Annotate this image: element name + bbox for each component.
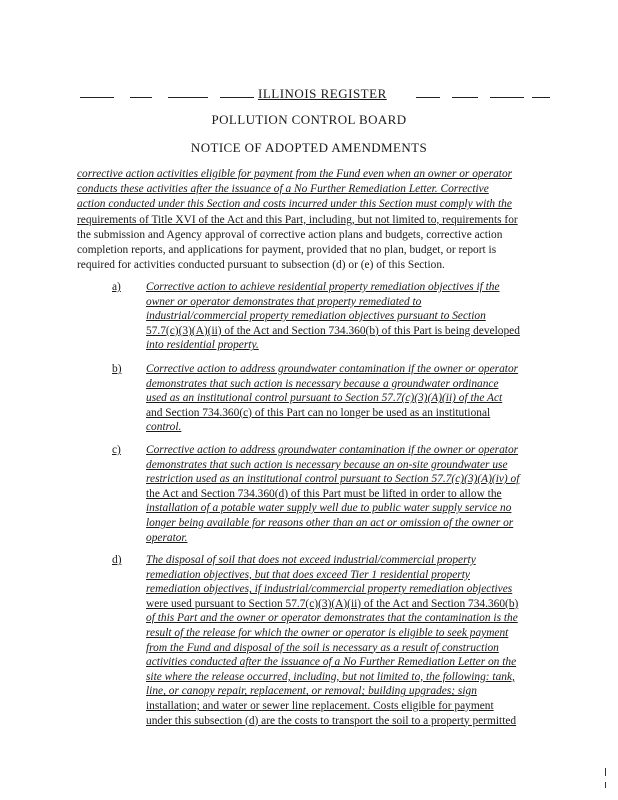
subsection-line: demonstrates that such action is necessary because an on-site groundwater use	[146, 458, 508, 471]
header-rule	[130, 97, 152, 98]
subsection-line: The disposal of soil that does not exceed industrial/commercial property	[146, 554, 476, 566]
notice-title: NOTICE OF ADOPTED AMENDMENTS	[190, 140, 428, 155]
subsection-line: installation; and water or sewer line replacement. Costs eligible for payment	[146, 699, 494, 712]
intro-line: conducts these activities after the issuance of a No Further Remediation Letter. Corrective	[77, 183, 489, 196]
subsection-line: restriction used as an institutional control pursuant to Section 57.7(c)(3)(A)(iv) of	[146, 473, 520, 486]
header-rule	[490, 97, 524, 98]
margin-mark	[605, 768, 606, 776]
intro-line: completion reports, and applications for payment, provided that no plan, budget, or report is	[77, 244, 497, 257]
subsection-line: into residential property.	[146, 339, 259, 352]
subsection-line: Corrective action to address groundwater contamination if the owner or operator	[146, 363, 519, 375]
subsection-line: remediation objectives, but that does exceed Tier 1 residential property	[146, 568, 470, 581]
header-rule	[532, 97, 550, 98]
subsection-line: operator.	[146, 531, 188, 544]
subsection-body	[146, 280, 550, 353]
subsection-line: Corrective action to achieve residential property remediation objectives if the	[146, 281, 500, 293]
subsection-line: under this subsection (d) are the costs to transport the soil to a property permitted	[146, 714, 517, 727]
register-header	[80, 86, 550, 102]
subsection-line: Corrective action to address groundwater contamination if the owner or operator	[146, 444, 519, 456]
intro-line: required for activities conducted pursuant to subsection (d) or (e) of this Section.	[77, 259, 445, 272]
header-rule	[452, 97, 478, 98]
subsection-line: owner or operator demonstrates that property remediated to	[146, 295, 422, 308]
subsection-body	[146, 443, 550, 545]
subsection-line: remediation objectives, if industrial/commercial property remediation objectives	[146, 583, 513, 596]
margin-mark	[605, 782, 606, 788]
intro-line: action conducted under this Section and costs incurred under this Section must comply with the	[77, 198, 512, 211]
intro-paragraph	[77, 167, 547, 273]
header-rule	[220, 97, 254, 98]
subsection-line: installation of a potable water supply well due to public water supply service no	[146, 502, 512, 515]
subsection-line: industrial/commercial property remediation objectives pursuant to Section	[146, 310, 486, 323]
register-title: ILLINOIS REGISTER	[258, 86, 387, 101]
subsection-line: longer being available for reasons other than an act or omission of the owner or	[146, 516, 514, 529]
header-rule	[168, 97, 208, 98]
subsection-line: from the Fund and disposal of the soil is necessary as a result of construction	[146, 641, 499, 654]
header-rule	[80, 97, 114, 98]
subsection-body	[146, 362, 550, 435]
intro-line: corrective action activities eligible for payment from the Fund even when an owner or operator	[77, 168, 513, 180]
subsection-line: activities conducted after the issuance of a No Further Remediation Letter on the	[146, 656, 517, 669]
subsection-body	[146, 553, 550, 728]
subsection-line: demonstrates that such action is necessary because a groundwater ordinance	[146, 377, 499, 390]
subsection-line: and Section 734.360(c) of this Part can no longer be used as an institutional	[146, 406, 491, 419]
subsection-line: site where the release occurred, including, but not limited to, the following: tank,	[146, 670, 515, 683]
header-rule	[416, 97, 440, 98]
board-title: POLLUTION CONTROL BOARD	[211, 112, 407, 127]
subsection-line: control.	[146, 421, 182, 434]
intro-line: the submission and Agency approval of corrective action plans and budgets, corrective action	[77, 228, 503, 241]
subsection-label: b)	[112, 363, 122, 375]
intro-line: requirements of Title XVI of the Act and this Part, including, but not limited to, requirements for	[77, 213, 518, 226]
subsection-line: line, or canopy repair, replacement, or removal; building upgrades; sign	[146, 685, 477, 698]
subsection-line: were used pursuant to Section 57.7(c)(3)(A)(ii) of the Act and Section 734.360(b)	[146, 597, 519, 610]
subsection-label: c)	[112, 444, 121, 456]
subsection-label: a)	[112, 281, 121, 293]
subsection-line: used as an institutional control pursuant to Section 57.7(c)(3)(A)(ii) of the Act	[146, 392, 503, 405]
subsection-line: the Act and Section 734.360(d) of this Part must be lifted in order to allow the	[146, 487, 502, 500]
subsection-line: result of the release for which the owner or operator is eligible to seek payment	[146, 626, 509, 639]
subsection-label: d)	[112, 554, 122, 566]
subsection-line: of this Part and the owner or operator demonstrates that the contamination is the	[146, 612, 518, 625]
subsection-line: 57.7(c)(3)(A)(ii) of the Act and Section 734.360(b) of this Part is being developed	[146, 324, 520, 337]
